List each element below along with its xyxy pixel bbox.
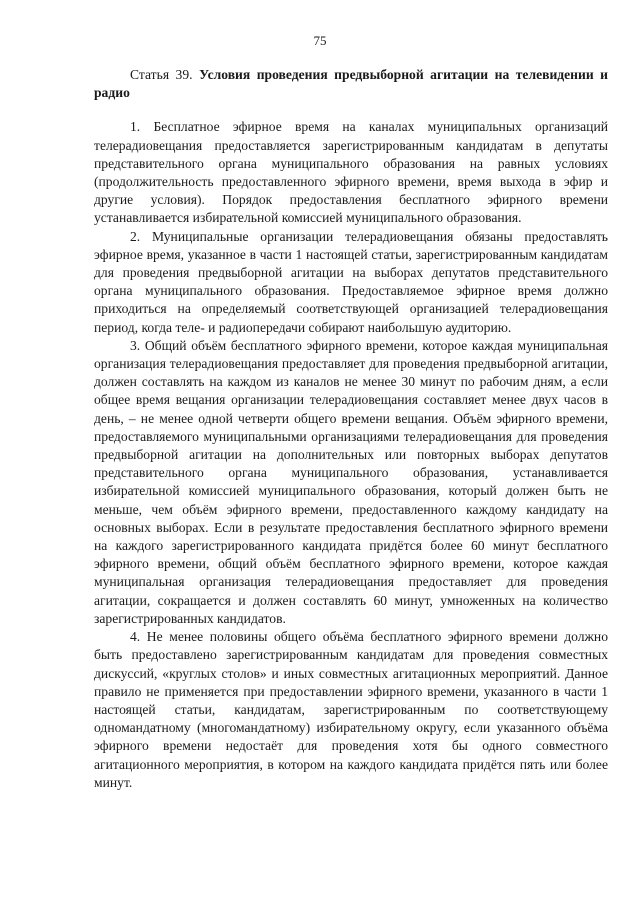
article-title: Условия проведения предвыборной агитации на телевидении и радио [94,67,609,101]
document-body [94,66,608,792]
paragraph-2: 2. Муниципальные организации телерадиовещания обязаны предоставлять эфирное время, указанное в части 1 настоящей статьи, зарегистрированным кандидатам для проведения предвыборной агитации на выборах депутатов представительного органа муниципального образования. Предоставляемое эфирное время должно приходиться на определяемый соответствующей организацией телерадиовещания период, когда теле- и радиопередачи собирают наибольшую аудиторию. [94,228,608,335]
page-number: 75 [313,33,327,48]
paragraph-1: 1. Бесплатное эфирное время на каналах муниципальных организаций телерадиовещания предоставляется зарегистрированным кандидатам в депутаты представительного органа муниципального образования на равных условиях (продолжительность предоставленного эфирного времени, время выхода в эфир и другие условия). Порядок предоставления бесплатного эфирного времени устанавливается избирательной комиссией муниципального образования. [94,119,608,226]
article-label: Статья 39. [130,67,193,82]
article-heading [94,66,608,102]
paragraph-4: 4. Не менее половины общего объёма бесплатного эфирного времени должно быть предоставлено зарегистрированным кандидатам для проведения совместных дискуссий, «круглых столов» и иных совместных агитационных мероприятий. Данное правило не применяется при предоставлении эфирного времени, указанного в части 1 настоящей статьи, кандидатам, зарегистрированным по соответствующему одномандатному (многомандатному) избирательному округу, если указанного объёма эфирного времени недостаёт для проведения хотя бы одного совместного агитационного мероприятия, в котором на каждого кандидата придётся пять или более минут. [94,629,608,790]
paragraph-3: 3. Общий объём бесплатного эфирного времени, которое каждая муниципальная организация телерадиовещания предоставляет для проведения предвыборной агитации, должен составлять на каждом из каналов не менее 30 минут по рабочим дням, а если общее время вещания организации телерадиовещания составляет менее двух часов в день, – не менее одной четверти общего времени вещания. Объём эфирного времени, предоставляемого муниципальными организациями телерадиовещания для проведения предвыборной агитации на дополнительных или повторных выборах депутатов представительного органа муниципального образования, устанавливается избирательной комиссией муниципального образования, который должен быть не меньше, чем объём эфирного времени, предоставленного каждому кандидату на основных выборах. Если в результате предоставления бесплатного эфирного времени на каждого зарегистрированного кандидата придётся более 60 минут бесплатного эфирного времени, общий объём бесплатного эфирного времени, которое каждая муниципальная организация телерадиовещания предоставляет для проведения агитации, сокращается и должен составлять 60 минут, умноженных на количество зарегистрированных кандидатов. [94,337,608,626]
